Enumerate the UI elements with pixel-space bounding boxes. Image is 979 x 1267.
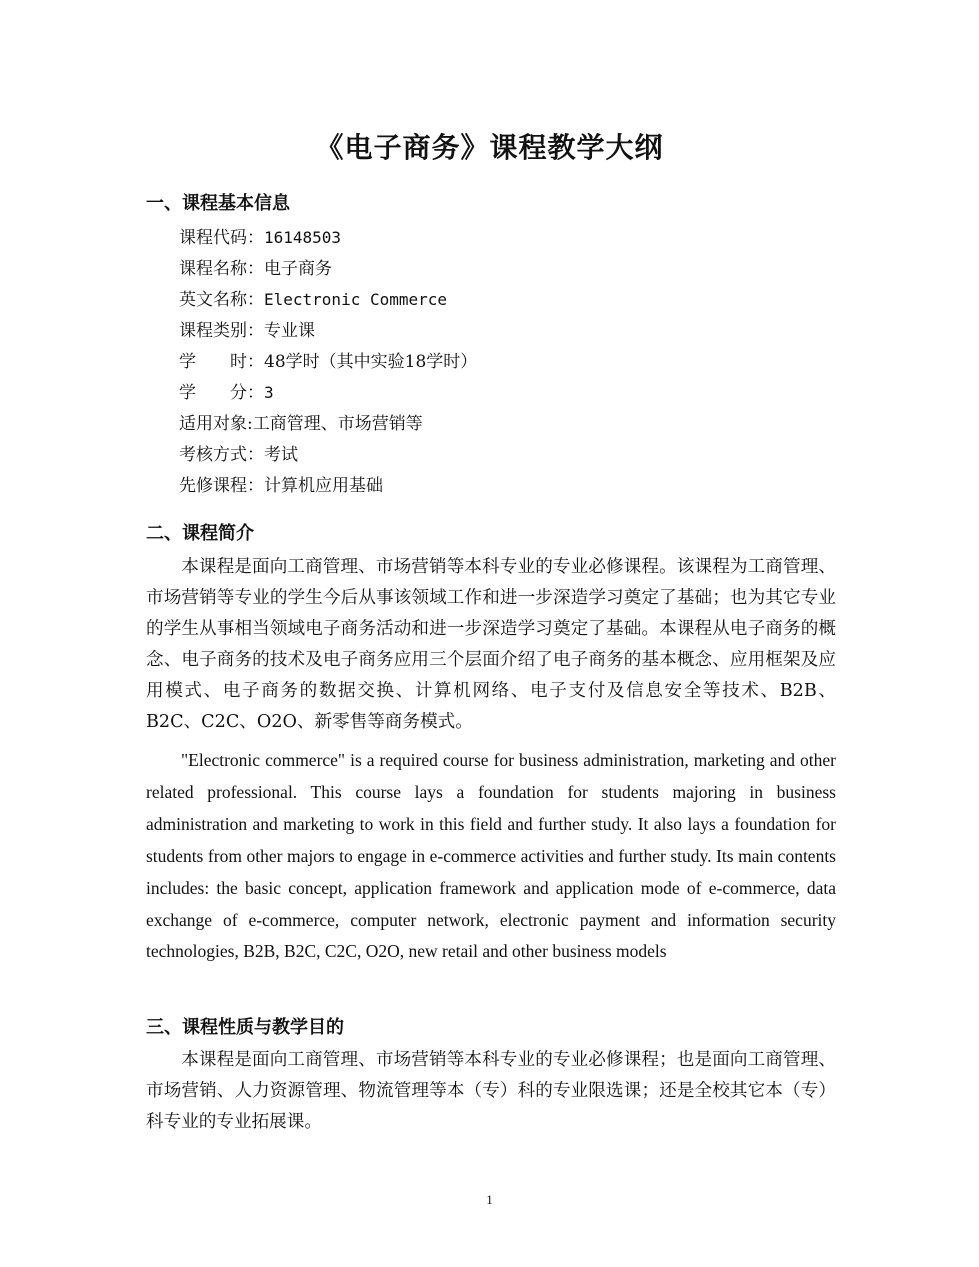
- info-row-audience: [179, 410, 477, 441]
- page-title: 《电子商务》课程教学大纲: [315, 131, 664, 164]
- info-row-prerequisite: [179, 472, 477, 503]
- info-value: 电子商务: [264, 259, 332, 279]
- info-row-credits: [179, 379, 477, 410]
- introduction-paragraph-chinese: 本课程是面向工商管理、市场营销等本科专业的专业必修课程。该课程为工商管理、市场营销等专业的学生今后从事该领域工作和进一步深造学习奠定了基础；也为其它专业的学生从事相当领域电子商务活动和进一步深造学习奠定了基础。本课程从电子商务的概念、电子商务的技术及电子商务应用三个层面介绍了电子商务的基本概念、应用框架及应用模式、电子商务的数据交换、计算机网络、电子支付及信息安全等技术、B2B、B2C、C2C、O2O、新零售等商务模式。: [146, 557, 836, 732]
- section-heading-nature-purpose: 三、课程性质与教学目的: [146, 1017, 344, 1038]
- info-row-code: [179, 224, 477, 255]
- info-value: 3: [264, 383, 274, 402]
- info-label: 学 分：: [179, 383, 264, 403]
- info-value: 工商管理、市场营销等: [252, 414, 423, 434]
- info-label: 学 时：: [179, 352, 264, 372]
- info-value: 计算机应用基础: [264, 476, 383, 496]
- info-value: Electronic Commerce: [264, 290, 448, 309]
- info-label: 英文名称：: [179, 290, 264, 310]
- section-heading-basic-info: 一、课程基本信息: [146, 193, 290, 214]
- info-row-english-name: [179, 286, 477, 317]
- info-label: 先修课程：: [179, 476, 264, 496]
- info-row-assessment: [179, 441, 477, 472]
- info-row-category: [179, 317, 477, 348]
- info-row-name: [179, 255, 477, 286]
- section-heading-introduction: 二、课程简介: [146, 523, 254, 544]
- info-value: 48学时（其中实验18学时）: [264, 352, 478, 372]
- nature-purpose-paragraph: 本课程是面向工商管理、市场营销等本科专业的专业必修课程；也是面向工商管理、市场营销、人力资源管理、物流管理等本（专）科的专业限选课；还是全校其它本（专）科专业的专业拓展课。: [146, 1050, 836, 1132]
- info-value: 考试: [264, 445, 298, 465]
- info-label: 考核方式：: [179, 445, 264, 465]
- course-info-list: [179, 224, 477, 503]
- info-label: 课程名称：: [179, 259, 264, 279]
- page-number: 1: [486, 1192, 493, 1207]
- info-label: 课程类别：: [179, 321, 264, 341]
- introduction-paragraph-english: "Electronic commerce" is a required course for business administration, marketing and other related professional. This course lays a foundation for students majoring in business administration and marketing to work in this field and further study. It also lays a foundation for students from other majors to engage in e-commerce activities and further study. Its main contents includes: the basic concept, application framework and application mode of e-commerce, data exchange of e-commerce, computer network, electronic payment and information security technologies, B2B, B2C, C2C, O2O, new retail and other business models: [146, 750, 836, 962]
- info-value: 专业课: [264, 321, 315, 341]
- info-value: 16148503: [264, 228, 342, 247]
- info-row-hours: [179, 348, 477, 379]
- info-label: 适用对象:: [179, 414, 253, 434]
- info-label: 课程代码：: [179, 228, 264, 248]
